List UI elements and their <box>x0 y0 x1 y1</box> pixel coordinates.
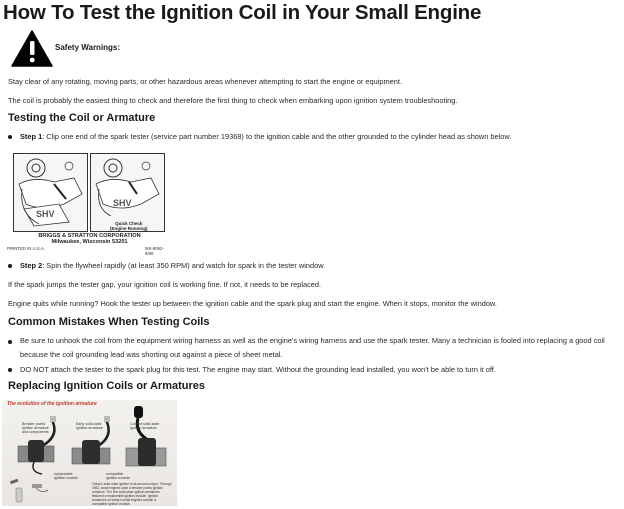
bullet-icon <box>8 368 12 372</box>
diagram-caption-company: BRIGGS & STRATTON CORPORATION <box>38 233 141 239</box>
bullet-icon <box>8 135 12 139</box>
figure-note: Today's solid-state ignition is all-around-unique. Through 1982, small engines used a breaker points ignition armature. The first solid-state ignition armatures featured a replaceable ignition module. Ignition armatures on today's small engines contain a compatible ignition module. <box>92 482 172 506</box>
testing-heading: Testing the Coil or Armature <box>8 112 156 124</box>
mistake-item-1 <box>8 337 616 365</box>
bullet-icon <box>8 340 12 344</box>
figure-title: The evolution of the ignition armature <box>7 401 97 407</box>
mistake-item-2-text: DO NOT attach the tester to the spark plug for this test. The engine may start. Without the grounding lead installed, you won't be able to turn it off. <box>20 365 496 374</box>
mistakes-heading: Common Mistakes When Testing Coils <box>8 316 210 328</box>
bullet-icon <box>8 264 12 268</box>
diagram-printed-label: PRINTED IN U.S.A. <box>7 246 45 251</box>
ignition-armature-evolution-image <box>2 400 177 506</box>
page-title: How To Test the Ignition Coil in Your Small Engine <box>3 1 482 24</box>
diagram-panel-left <box>13 153 88 232</box>
label-compatible-module: compatible ignition module <box>106 472 131 480</box>
svg-text:SHV: SHV <box>36 209 55 219</box>
label-breaker-points: Breaker points ignition armature and components <box>22 422 49 434</box>
quick-check-label: Quick Check (Engine Running) <box>110 221 148 231</box>
step-1-label: Step 1 <box>20 132 43 141</box>
result-paragraph: If the spark jumps the tester gap, your ignition coil is working fine. If not, it needs to be replaced. <box>8 280 322 289</box>
step-2-label: Step 2 <box>20 261 43 270</box>
step-1-text: : Clip one end of the spark tester (service part number 19368) to the ignition cable and the other grounded to the cylinder head as shown below. <box>42 132 512 141</box>
diagram-caption-city: Milwaukee, Wisconsin 53201 <box>51 239 128 245</box>
running-paragraph: Engine quits while running? Hook the tester up between the ignition cable and the spark plug and start the engine. When it stops, monitor the window. <box>8 299 497 308</box>
warning-triangle-icon <box>11 30 53 67</box>
spark-tester-diagram <box>7 149 172 256</box>
diagram-code-label: MS-8062-8/90 <box>145 246 164 256</box>
label-current-solid-state: Current solid-state ignition armature <box>130 422 160 430</box>
svg-text:SHV: SHV <box>113 198 132 208</box>
label-replaceable-module: replaceable ignition module <box>54 472 79 480</box>
step-2-text: : Spin the flywheel rapidly (at least 350 RPM) and watch for spark in the tester window. <box>42 261 326 270</box>
intro-paragraph-2: The coil is probably the easiest thing to check and therefore the first thing to check when embarking upon ignition system troubleshooting. <box>8 96 458 105</box>
intro-paragraph-1: Stay clear of any rotating, moving parts, or other hazardous areas whenever attempting to start the engine or equipment. <box>8 77 402 86</box>
safety-warnings-label: Safety Warnings: <box>55 43 121 52</box>
label-early-solid-state: Early solid-state ignition armature <box>76 422 103 430</box>
replacing-heading: Replacing Ignition Coils or Armatures <box>8 380 206 392</box>
mistake-item-1-text: Be sure to unhook the coil from the equipment wiring harness as well as the engine's wiring harness and use the spark tester. Many a technician is fooled into replacing a good coil because the coil grounding lead was shorting out against a piece of sheet metal. <box>20 336 605 359</box>
